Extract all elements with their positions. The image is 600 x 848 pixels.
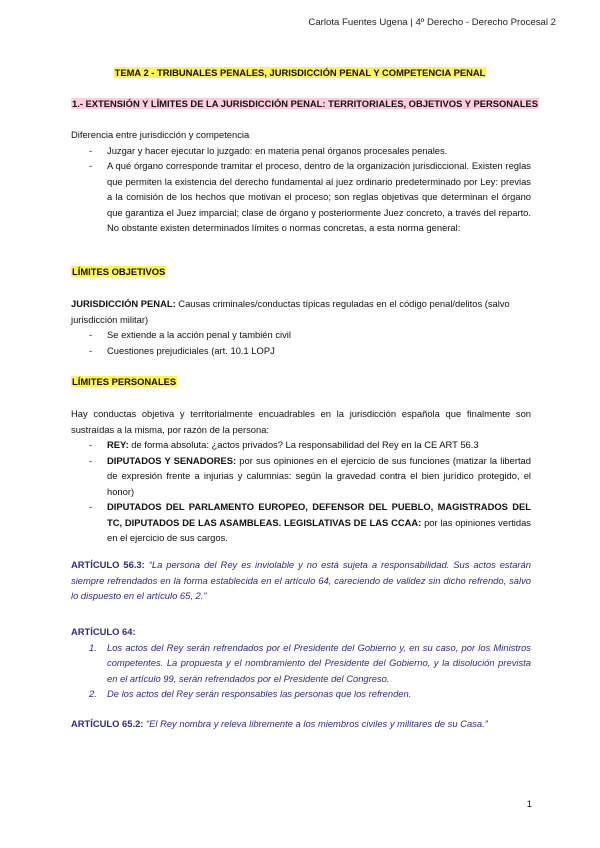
list-item-text: de forma absoluta: ¿actos privados? La responsabilidad del Rey en la CE ART 56.3 [128,439,479,450]
list-number: 1. [89,641,97,653]
subsection-heading-personales [71,376,177,387]
subsection-heading-objetivos [71,266,166,277]
list-item [71,640,531,687]
list-item [71,143,531,159]
list-item [71,453,531,500]
list-item-label: DIPUTADOS DEL PARLAMENTO EUROPEO, DEFENSOR DEL PUEBLO, MAGISTRADOS DEL TC, DIPUTADOS DE LAS ASAMBLEAS. LEGISLATIVAS DE LAS CCAA: [107,501,531,528]
intro-block [71,127,531,236]
dash-marker: - [89,501,93,512]
art-56-3-label: ARTÍCULO 56.3: [71,559,145,570]
list-item-text: Se extiende a la acción penal y también civil [107,329,291,340]
objetivos-list [71,327,531,358]
art-64-block [71,624,531,702]
list-item-text: Juzgar y hacer ejecutar lo juzgado: en materia penal órganos procesales penales. [107,144,448,156]
list-item-text: por sus opiniones en el ejercicio de sus funciones (matizar la libertad de expresión frente a injurias y calumnias: según la gravedad contra el bien jurídico protegido, el honor) [107,454,531,497]
list-item-text: Cuestiones prejudiciales (art. 10.1 LOPJ [107,344,275,356]
list-item-text: Los actos del Rey serán refrendados por el Presidente del Gobierno y, en su caso, por los Ministros competentes. La propuesta y el nombramiento del Presidente del Gobierno, y la disolución prevista en el artículo 99, serán refrendados por el Presidente del Congreso. [107,641,531,684]
art-56-3-paragraph [71,557,531,604]
dash-marker: - [89,344,93,356]
jurisdiccion-paragraph [71,296,531,327]
list-item-label: DIPUTADOS Y SENADORES: [107,454,237,466]
art-56-3-text: “La persona del Rey es inviolable y no está sujeta a responsabilidad. Sus actos estarán siempre refrendados en la forma establecida en el artículo 64, careciendo de validez sin dicho refrendo, salvo lo dispuesto en el artículo 65, 2.” [71,559,531,601]
subsection-heading-text: LÍMITES OBJETIVOS [72,266,166,277]
art-65-2-text: “El Rey nombra y releva libremente a los miembros civiles y militares de su Casa.” [143,718,488,729]
jurisdiccion-text: Causas criminales/conductas típicas reguladas en el código penal/delitos (salvo jurisdicción militar) [71,298,510,325]
personales-block [71,406,531,546]
list-item-text: por las opiniones vertidas en el ejercicio de sus cargos. [107,516,531,543]
section-heading-text: 1.- EXTENSIÓN Y LÍMITES DE LA JURISDICCIÓN PENAL: TERRITORIALES, OBJETIVOS Y PERSONALES [72,98,539,109]
dash-marker: - [89,329,93,340]
list-item [71,343,531,359]
dash-marker: - [89,439,93,450]
art-64-label: ARTÍCULO 64: [71,626,136,637]
list-number: 2. [89,688,97,699]
list-item [71,437,531,453]
subsection-heading-text: LÍMITES PERSONALES [72,376,177,387]
list-item [71,499,531,546]
personales-intro: Hay conductas objetiva y territorialmente encuadrables en la jurisdicción española que finalmente son sustraídas a la misma, por razón de la persona: [71,408,531,435]
section-heading [71,98,539,109]
art-65-2-paragraph [71,716,531,732]
document-title [0,67,600,78]
list-item [71,686,531,702]
objetivos-block [71,296,531,358]
page-header: Carlota Fuentes Ugena | 4º Derecho - Derecho Procesal 2 [308,17,556,28]
list-item-text: De los actos del Rey serán responsables las personas que los refrenden. [107,688,412,699]
list-item [71,158,531,236]
art-64-list [71,640,531,702]
dash-marker: - [89,144,93,156]
page-number: 1 [526,798,532,809]
personales-list [71,437,531,546]
dash-marker: - [89,160,93,171]
intro-text: Diferencia entre jurisdicción y competencia [71,129,250,140]
list-item-label: REY: [107,439,129,450]
intro-list [71,143,531,236]
title-text: TEMA 2 - TRIBUNALES PENALES, JURISDICCIÓN PENAL Y COMPETENCIA PENAL [114,67,486,78]
dash-marker: - [89,454,93,466]
jurisdiccion-label: JURISDICCIÓN PENAL: [71,298,176,309]
art-65-2-label: ARTÍCULO 65.2: [71,718,144,729]
list-item-text: A qué órgano corresponde tramitar el proceso, dentro de la organización jurisdiccional. Existen reglas que permiten la existencia del derecho fundamental al juez ordinario predeterminado por Ley: previas a la comisión de los hechos que motivan el proceso; son reglas objetivas que determinan el órgano que garantiza el Juez imparcial; clase de órgano y posteriormente Juez concreto, a través del reparto. No obstante existen determinados límites o normas concretas, a esta norma general: [107,160,531,233]
list-item [71,327,531,343]
